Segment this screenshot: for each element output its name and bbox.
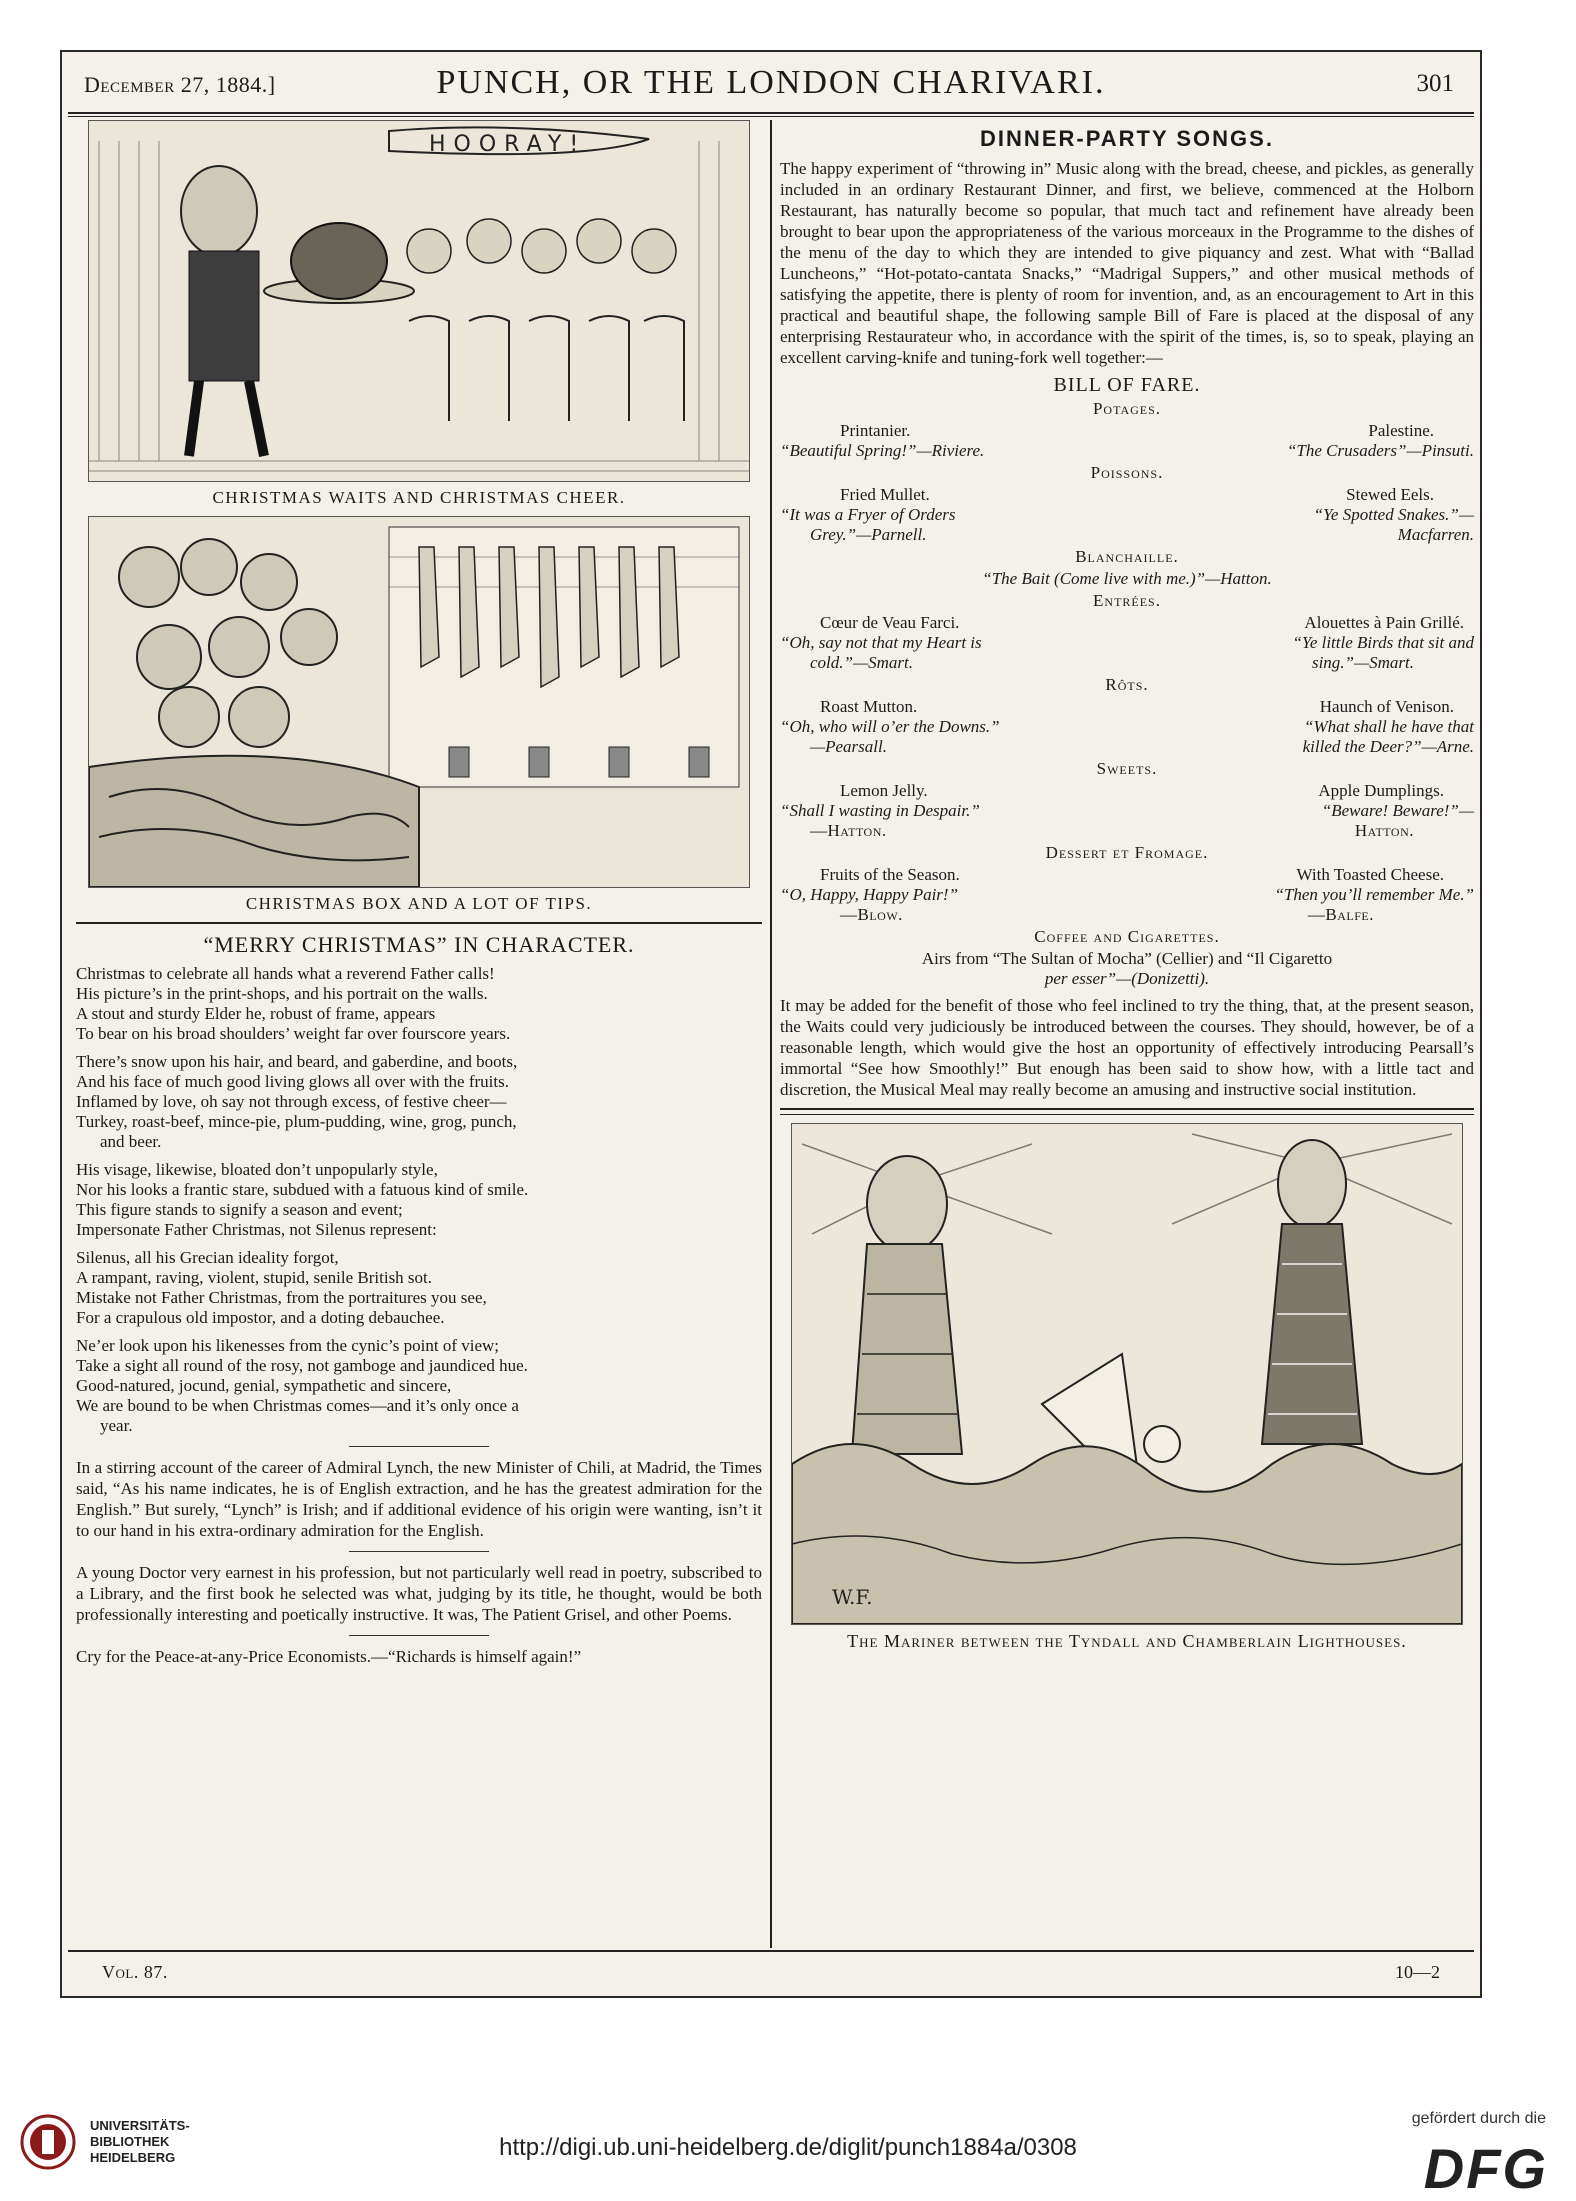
menu-row: [780, 737, 1474, 757]
dinner-songs-title: DINNER-PARTY SONGS.: [980, 126, 1274, 151]
poem-line: Take a sight all round of the rosy, not gamboge and jaundiced hue.: [76, 1356, 528, 1375]
poem-line: For a crapulous old impostor, and a doting debauchee.: [76, 1308, 445, 1327]
poem-line: Mistake not Father Christmas, from the portraitures you see,: [76, 1288, 487, 1307]
digitization-bar: [0, 2098, 1576, 2200]
menu-row: [780, 421, 1474, 441]
menu-section-rots: Rôts.: [1105, 675, 1149, 694]
menu-row: [780, 781, 1474, 801]
poem: [76, 964, 762, 1436]
university-name-line: HEIDELBERG: [90, 2150, 176, 2165]
song: per esser”—(Donizetti).: [1044, 969, 1210, 988]
menu-row: [780, 633, 1474, 653]
dish: Palestine.: [1368, 421, 1434, 440]
song: —Blow.: [840, 905, 903, 924]
menu-row: [780, 865, 1474, 885]
song: —Pearsall.: [810, 737, 887, 756]
poem-line: Nor his looks a frantic stare, subdued with a fatuous kind of smile.: [76, 1180, 529, 1199]
song: “Oh, say not that my Heart is: [780, 633, 982, 652]
dish: Printanier.: [840, 421, 911, 440]
menu-section-poissons: Poissons.: [1090, 463, 1164, 482]
separator: [349, 1551, 489, 1552]
dish: Alouettes à Pain Grillé.: [1304, 613, 1464, 632]
masthead-title: PUNCH, OR THE LONDON CHARIVARI.: [436, 64, 1106, 101]
source-url-link[interactable]: http://digi.ub.uni-heidelberg.de/diglit/punch1884a/0308: [499, 2134, 1077, 2161]
song: “Oh, who will o’er the Downs.”: [780, 717, 1000, 736]
bill-of-fare-title: BILL OF FARE.: [1053, 374, 1201, 396]
poem-line: We are bound to be when Christmas comes—and it’s only once a: [76, 1396, 519, 1415]
poem-stanza-5: [76, 1336, 762, 1436]
issue-date: December 27, 1884.]: [84, 72, 276, 97]
right-column: [780, 120, 1474, 1948]
section-rule-thin: [780, 1114, 1474, 1115]
dish: Fried Mullet.: [840, 485, 930, 504]
menu-row: [780, 505, 1474, 525]
song: Airs from “The Sultan of Mocha” (Cellier) and “Il Cigaretto: [921, 949, 1333, 968]
menu-section-coffee: Coffee and Cigarettes.: [1034, 927, 1220, 946]
menu-section-dessert: Dessert et Fromage.: [1045, 843, 1209, 862]
dfg-logo[interactable]: DFG: [1423, 2137, 1548, 2200]
poem-line: Impersonate Father Christmas, not Silenus represent:: [76, 1220, 437, 1239]
poem-line: year.: [100, 1416, 133, 1435]
section-rule: [780, 1108, 1474, 1110]
poem-stanza-4: [76, 1248, 762, 1328]
christmas-box-drawing: [89, 517, 749, 887]
bill-of-fare: [780, 399, 1474, 989]
poem-stanza-3: [76, 1160, 762, 1240]
song: Hatton.: [1354, 821, 1414, 840]
separator: [349, 1446, 489, 1447]
song: —Balfe.: [1307, 905, 1374, 924]
menu-row: [780, 697, 1474, 717]
poem-line: To bear on his broad shoulders’ weight far over fourscore years.: [76, 1024, 511, 1043]
menu-row: [780, 717, 1474, 737]
poem-title: “MERRY CHRISTMAS” IN CHARACTER.: [203, 932, 635, 957]
university-name-line: UNIVERSITÄTS-: [90, 2118, 190, 2133]
paragraph-young-doctor: A young Doctor very earnest in his profession, but not particularly well read in poetry, subscribed to a Library, and the first book he selected was what, judging by its title, he thought, would be both professionally interesting and poetically instructive. It was, The Patient Grisel, and other Poems.: [76, 1563, 762, 1624]
poem-line: And his face of much good living glows all over with the fruits.: [76, 1072, 509, 1091]
song: “It was a Fryer of Orders: [780, 505, 956, 524]
page-footer: [102, 1958, 1440, 1988]
separator: [349, 1635, 489, 1636]
song: “The Bait (Come live with me.)”—Hatton.: [982, 569, 1272, 588]
menu-row: [780, 653, 1474, 673]
section-rule: [76, 922, 762, 924]
song: Macfarren.: [1397, 525, 1474, 544]
poem-line: Inflamed by love, oh say not through excess, of festive cheer—: [76, 1092, 507, 1111]
hooray-text: HOORAY!: [429, 132, 587, 157]
song: “O, Happy, Happy Pair!”: [780, 885, 959, 904]
dish: Apple Dumplings.: [1318, 781, 1444, 800]
caption-christmas-box: CHRISTMAS BOX AND A LOT OF TIPS.: [245, 894, 593, 913]
newspaper-page: [60, 50, 1482, 1998]
signature-mark: 10—2: [1395, 1962, 1440, 1982]
song: “Then you’ll remember Me.”: [1274, 885, 1474, 904]
menu-row: [780, 821, 1474, 841]
dish: Stewed Eels.: [1346, 485, 1434, 504]
left-column: [76, 120, 762, 1948]
page-number: 301: [1416, 70, 1454, 97]
poem-line: His picture’s in the print-shops, and his portrait on the walls.: [76, 984, 488, 1003]
dinner-songs-intro: The happy experiment of “throwing in” Music along with the bread, cheese, and pickles, as generally included in an ordinary Restaurant Dinner, and first, we believe, commenced at the Holborn Restaurant, has naturally become so popular, that much tact and refinement have already been brought to bear upon the appropriateness of the various morceaux in the Programme to the dishes of the menu of the day to which they are intended to give piquancy and zest. What with “Ballad Luncheons,” “Hot-potato-cantata Snacks,” “Madrigal Suppers,” and other musical methods of satisfying the appetite, there is plenty of room for invention, and, as an encouragement to Art in this practical and beautiful shape, the following sample Bill of Fare is placed at the disposal of any enterprising Restaurateur who, in accordance with the spirit of the times, is, so to speak, playing an excellent carving-knife and tuning-fork well together:—: [780, 159, 1474, 367]
paragraph-admiral-lynch: In a stirring account of the career of Admiral Lynch, the new Minister of Chili, at Madrid, the Times said, “As his name indicates, he is of English extraction, and he has the greatest admiration for the English.” But surely, “Lynch” is Irish; and if additional evidence of his origin were wanting, isn’t it to our hand in his extra-ordinary admiration for the English.: [76, 1458, 762, 1540]
menu-section-blanchaille: Blanchaille.: [1075, 547, 1179, 566]
illustration-lighthouses: [791, 1123, 1463, 1625]
menu-section-sweets: Sweets.: [1096, 759, 1158, 778]
poem-line: There’s snow upon his hair, and beard, and gaberdine, and boots,: [76, 1052, 518, 1071]
dish: With Toasted Cheese.: [1296, 865, 1444, 884]
funding-label: gefördert durch die: [1411, 2110, 1546, 2127]
caption-lighthouses: The Mariner between the Tyndall and Chamberlain Lighthouses.: [847, 1631, 1407, 1651]
dinner-songs-closing: It may be added for the benefit of those who feel inclined to try the thing, that, at the present season, the Waits could very judiciously be introduced between the courses. They should, however, be of a reasonable length, which would give the host an opportunity of effectively introducing Pearsall’s immortal “See how Smoothly!” But enough has been said to show how, with a little tact and discretion, the Musical Meal may really become an amusing and instructive social institution.: [780, 996, 1474, 1099]
song: killed the Deer?”—Arne.: [1302, 737, 1474, 756]
song: cold.”—Smart.: [810, 653, 913, 672]
menu-row: [780, 525, 1474, 545]
artist-signature: W.F.: [832, 1585, 873, 1609]
lighthouses-drawing: [792, 1124, 1462, 1624]
menu-row: [780, 905, 1474, 925]
song: “The Crusaders”—Pinsuti.: [1286, 441, 1474, 460]
menu-row: [780, 485, 1474, 505]
poem-line: Christmas to celebrate all hands what a reverend Father calls!: [76, 964, 495, 983]
song: “Shall I wasting in Despair.”: [780, 801, 980, 820]
song: “Beautiful Spring!”—Riviere.: [780, 441, 985, 460]
poem-stanza-2: [76, 1052, 762, 1152]
song: “Ye little Birds that sit and: [1292, 633, 1474, 652]
illustration-christmas-waits: [88, 120, 750, 482]
university-name-line: BIBLIOTHEK: [90, 2134, 170, 2149]
song: —Hatton.: [810, 821, 887, 840]
poem-line: Silenus, all his Grecian ideality forgot,: [76, 1248, 339, 1267]
dish: Lemon Jelly.: [840, 781, 928, 800]
poem-line: Turkey, roast-beef, mince-pie, plum-pudding, wine, grog, punch,: [76, 1112, 517, 1131]
song: “What shall he have that: [1304, 717, 1474, 736]
menu-row: [780, 801, 1474, 821]
poem-line: This figure stands to signify a season and event;: [76, 1200, 403, 1219]
illustration-christmas-box: [88, 516, 750, 888]
menu-section-entrees: Entrées.: [1093, 591, 1161, 610]
poem-line: A rampant, raving, violent, stupid, senile British sot.: [76, 1268, 433, 1287]
poem-line: His visage, likewise, bloated don’t unpopularly style,: [76, 1160, 438, 1179]
song: “Ye Spotted Snakes.”—: [1313, 505, 1474, 524]
dish: Cœur de Veau Farci.: [820, 613, 960, 632]
menu-section-potages: Potages.: [1092, 399, 1162, 418]
menu-row: [780, 441, 1474, 461]
footer-rule: [68, 1950, 1474, 1952]
dish: Fruits of the Season.: [820, 865, 960, 884]
header-rule-thin: [68, 116, 1474, 117]
poem-line: and beer.: [100, 1132, 162, 1151]
column-divider: [770, 120, 772, 1948]
dish: Roast Mutton.: [820, 697, 918, 716]
caption-christmas-waits: CHRISTMAS WAITS AND CHRISTMAS CHEER.: [212, 488, 626, 507]
poem-line: Good-natured, jocund, genial, sympathetic and sincere,: [76, 1376, 452, 1395]
poem-stanza-1: [76, 964, 762, 1044]
page-header: [62, 52, 1480, 112]
dish: Haunch of Venison.: [1319, 697, 1454, 716]
volume-number: Vol. 87.: [102, 1962, 168, 1982]
poem-line: Ne’er look upon his likenesses from the cynic’s point of view;: [76, 1336, 500, 1355]
poem-line: A stout and sturdy Elder he, robust of frame, appears: [76, 1004, 436, 1023]
header-rule: [68, 112, 1474, 114]
song: sing.”—Smart.: [1311, 653, 1414, 672]
menu-row: [780, 885, 1474, 905]
song: “Beware! Beware!”—: [1321, 801, 1474, 820]
paragraph-peace-cry: Cry for the Peace-at-any-Price Economists.—“Richards is himself again!”: [76, 1647, 582, 1666]
song: Grey.”—Parnell.: [810, 525, 927, 544]
christmas-waits-drawing: [89, 121, 749, 481]
menu-row: [780, 613, 1474, 633]
